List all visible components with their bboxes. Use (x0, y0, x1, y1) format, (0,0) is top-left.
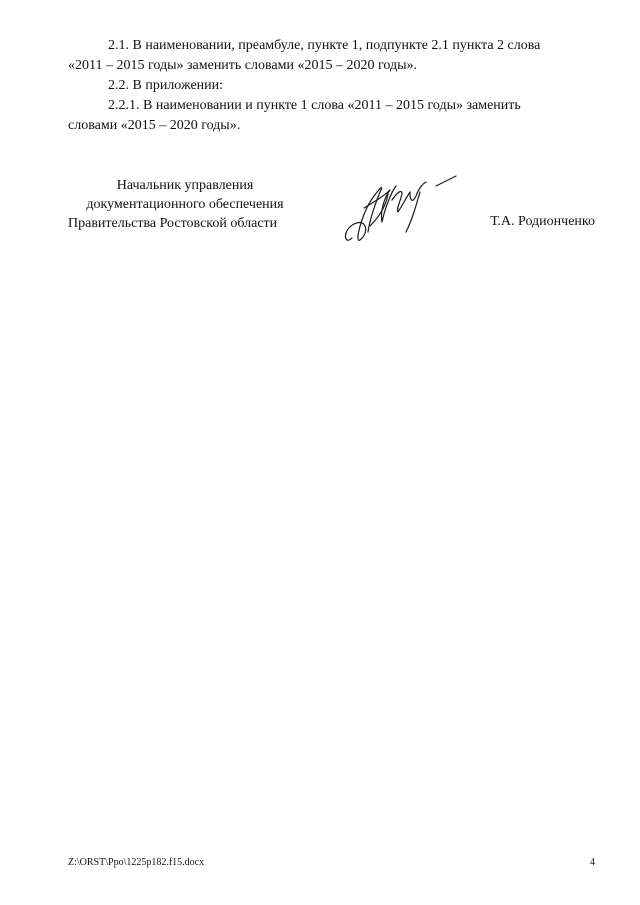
page-number: 4 (590, 857, 595, 868)
signatory-name: Т.А. Родионченко (490, 214, 595, 229)
footer-file-path: Z:\ORST\Ppo\1225p182.f15.docx (68, 857, 205, 868)
signatory-title-line-3: Правительства Ростовской области (68, 216, 278, 231)
signatory-title-line-2: документационного обеспечения (86, 197, 284, 212)
paragraph-2-2: 2.2. В приложении: (108, 78, 224, 93)
document-body (68, 36, 595, 136)
paragraph-2-2-1-line-1: 2.2.1. В наименовании и пункте 1 слова «2011 – 2015 годы» заменить (108, 98, 521, 113)
paragraph-2-1-line-2: «2011 – 2015 годы» заменить словами «2015 – 2020 годы». (68, 58, 418, 73)
paragraph-2-2-1 (68, 96, 595, 136)
signatory-title-line-1: Начальник управления (116, 178, 254, 193)
paragraph-2-1-line-1: 2.1. В наименовании, преамбуле, пункте 1, подпункте 2.1 пункта 2 слова (108, 38, 541, 53)
signatory-title (60, 176, 310, 233)
paragraph-2-2-1-line-2: словами «2015 – 2020 годы». (68, 118, 241, 133)
paragraph-2-1 (68, 36, 595, 76)
handwritten-signature (340, 172, 460, 250)
